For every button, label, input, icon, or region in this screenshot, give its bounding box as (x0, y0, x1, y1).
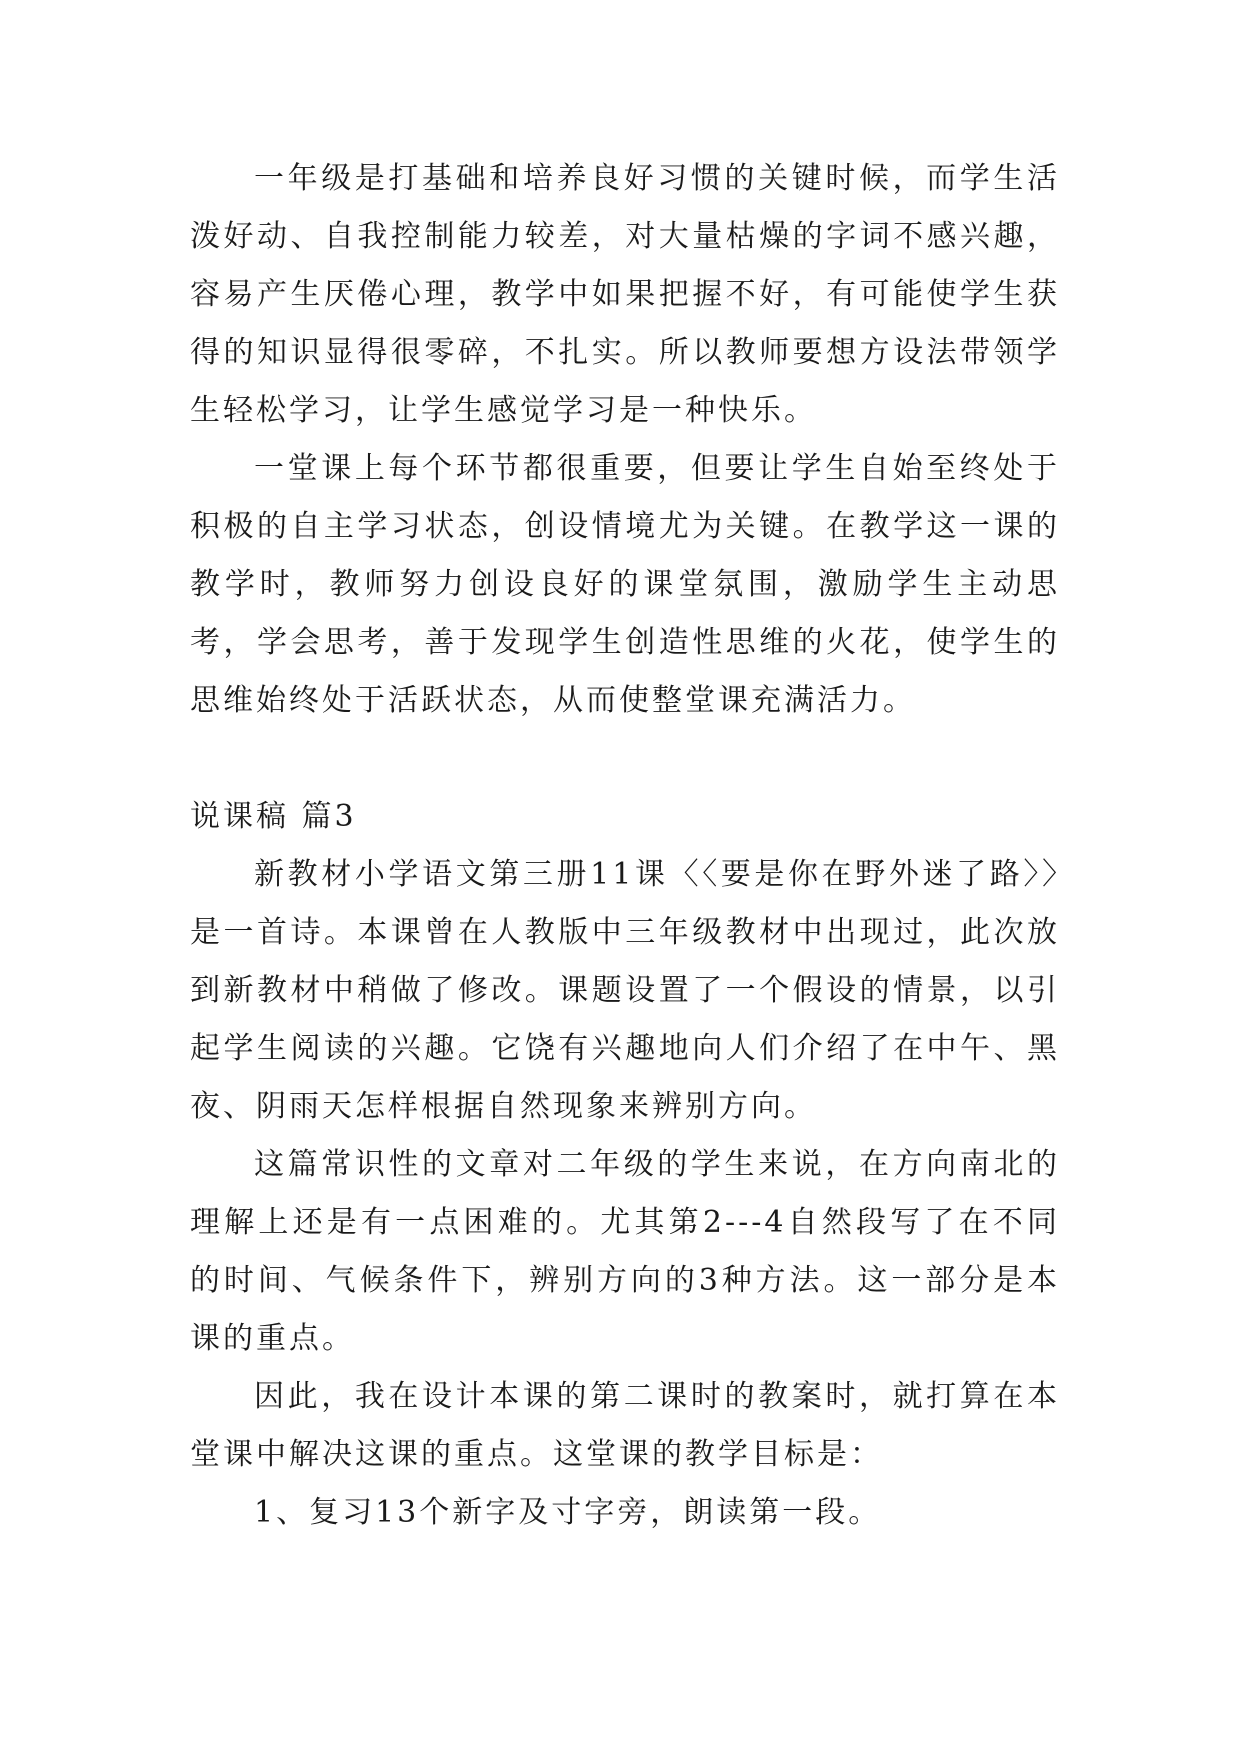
paragraph: 一年级是打基础和培养良好习惯的关键时候，而学生活泼好动、自我控制能力较差，对大量枯燥的字词不感兴趣，容易产生厌倦心理，教学中如果把握不好，有可能使学生获得的知识显得很零碎，不扎实。所以教师要想方设法带领学生轻松学习，让学生感觉学习是一种快乐。 (190, 161, 1060, 428)
paragraph: 这篇常识性的文章对二年级的学生来说，在方向南北的理解上还是有一点困难的。尤其第2---4自然段写了在不同的时间、气候条件下，辨别方向的3种方法。这一部分是本课的重点。 (190, 1147, 1060, 1356)
section-heading: 说课稿 篇3 (190, 799, 357, 834)
paragraph: 一堂课上每个环节都很重要，但要让学生自始至终处于积极的自主学习状态，创设情境尤为关键。在教学这一课的教学时，教师努力创设良好的课堂氛围，激励学生主动思考，学会思考，善于发现学生创造性思维的火花，使学生的思维始终处于活跃状态，从而使整堂课充满活力。 (190, 451, 1060, 718)
paragraph: 新教材小学语文第三册11课〈〈要是你在野外迷了路〉〉是一首诗。本课曾在人教版中三年级教材中出现过，此次放到新教材中稍做了修改。课题设置了一个假设的情景，以引起学生阅读的兴趣。它饶有兴趣地向人们介绍了在中午、黑夜、阴雨天怎样根据自然现象来辨别方向。 (190, 857, 1060, 1124)
paragraph: 因此，我在设计本课的第二课时的教案时，就打算在本堂课中解决这课的重点。这堂课的教学目标是： (190, 1379, 1060, 1472)
paragraph: 1、复习13个新字及寸字旁，朗读第一段。 (254, 1495, 882, 1530)
document-body (190, 150, 1060, 1542)
